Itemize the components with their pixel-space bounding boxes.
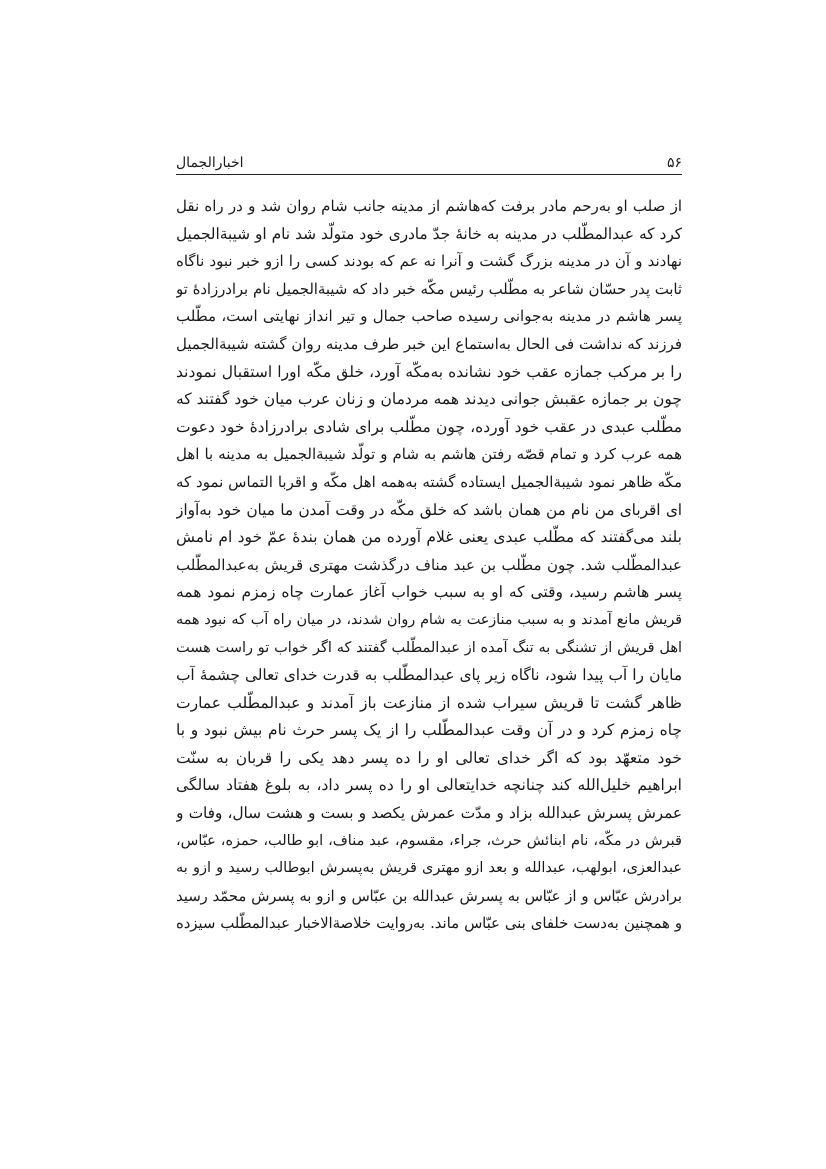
text-line: عبدالعزی، ابولهب، عبدالله و بعد ازو مهتری قریش به‌پسرش ابوطالب رسید و ازو به [176, 860, 682, 877]
text-line: عبدالمطّلب شد. چون مطّلب بن عبد مناف درگذشت مهتری قریش به‌عبدالمطّلب [176, 555, 682, 574]
page-number: ۵۶ [666, 155, 682, 171]
text-line: پسر هاشم در مدینه به‌جوانی رسیده صاحب جمال و تیر انداز نهایتی است، مطّلب [176, 307, 682, 326]
text-line: پسر هاشم رسید، وقتی که او به سبب خواب آغاز عمارت چاه زمزم نمود همه [176, 583, 682, 602]
text-line: ثابت پدر حسّان شاعر به مطّلب رئیس مکّه خبر داد که شیبةالجمیل نام برادرزادهٔ تو [176, 280, 682, 298]
running-title: اخبارالجمال [176, 155, 244, 171]
text-line: خود متعهّد بود که اگر خدای تعالی او را ده پسر دهد یکی را قربان به سنّت [176, 748, 682, 767]
text-line: مکّه ظاهر نمود شیبةالجمیل ایستاده گشته به‌همه اهل مکّه و اقربا التماس نمود که [176, 472, 682, 491]
text-line: بلند می‌گفتند که مطّلب عبدی یعنی غلام آورده من همان بندهٔ عمّ خود ام نامش [176, 528, 682, 547]
body-text [176, 193, 682, 938]
text-line: اهل قریش از تشنگی به تنگ آمده از عبدالمطّلب گفتند که اگر خواب تو راست هست [176, 639, 682, 656]
text-line: برادرش عبّاس و از عبّاس به پسرش عبدالله بن عبّاس و ازو به پسرش محمّد رسید [176, 887, 682, 905]
text-line: چاه زمزم کرد و در آن وقت عبدالمطّلب را از یک پسر حرث نام بیش نبود و با [176, 721, 682, 740]
text-line: همه عرب کرد و تمام قصّه رفتن هاشم به شام و تولّد شیبةالجمیل به مدینه با اهل [176, 445, 682, 464]
text-line: و همچنین به‌دست خلفای بنی عبّاس ماند. به‌روایت خلاصةالاخبار عبدالمطّلب سیزده [176, 915, 682, 933]
text-line: مطّلب عبدی در عقب خود آورده، چون مطّلب برای شادی برادرزادهٔ خود دعوت [176, 417, 682, 436]
text-line: فرزند که نداشت فی الحال به‌استماع این خبر طرف مدینه روان گشته شیبةالجمیل [176, 334, 682, 353]
text-line: قبرش در مکّه، نام ابنائش حرث، جراء، مقسوم، عبد مناف، ابو طالب، حمزه، عبّاس، [176, 832, 682, 849]
text-line: عمرش پسرش عبدالله بزاد و مدّت عمرش یکصد و بست و هشت سال، وفات و [176, 804, 682, 823]
header-rule [176, 174, 682, 175]
text-line: قریش مانع آمدند و به سبب منازعت به شام روان شدند، در میان راه آب که نبود همه [176, 611, 682, 628]
text-line: از صلب او به‌رحم مادر برفت که‌هاشم از مدینه جانب شام روان شد و در راه نقل [176, 197, 682, 215]
text-line: مایان را آب پیدا شود، ناگاه زیر پای عبدالمطّلب به قدرت خدای تعالی چشمهٔ آب [176, 666, 682, 685]
text-line: کرد که عبدالمطّلب در مدینه به خانهٔ جدّ مادری خود متولّد شد نام او شیبةالجمیل [176, 224, 682, 243]
text-line: ابراهیم خلیل‌الله کند چنانچه خدایتعالی او را ده پسر داد، به بلوغ هفتاد سالگی [176, 776, 682, 795]
text-line: ای اقربای من نام من همان باشد که خلق مکّه در وقت آمدن ما میان خود به‌آواز [176, 500, 682, 519]
page-header [176, 147, 682, 171]
text-line: چون بر جمازه عقبش جوانی دیدند همه مردمان و زنان عرب میان خود گفتند که [176, 390, 682, 409]
text-line: را بر مرکب جمازه عقب خود نشانده به‌مکّه آورد، خلق مکّه اورا استقبال نمودند [176, 362, 682, 381]
text-line: نهادند و آن در مدینه بزرگ گشت و آنرا نه عم که بودند کسی را ازو خبر نبود ناگاه [176, 252, 682, 271]
text-line: ظاهر گشت تا قریش سیراب شده از منازعت باز آمدند و عبدالمطّلب عمارت [176, 693, 682, 712]
